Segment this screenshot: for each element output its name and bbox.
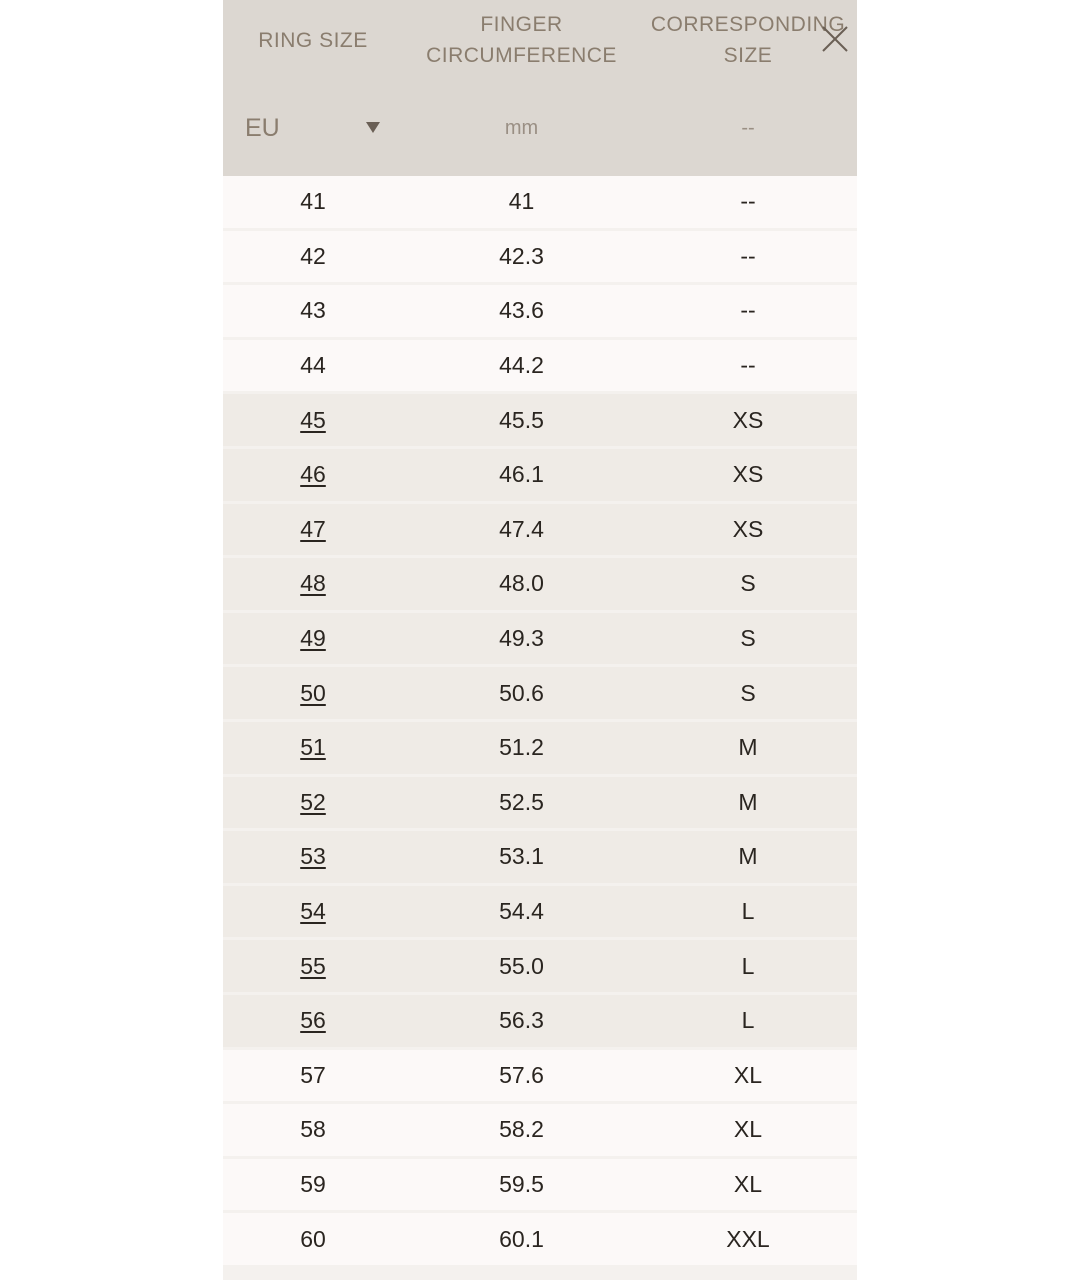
circumference-cell: 53.1 [499, 843, 544, 870]
corresponding-size-cell: XL [733, 1061, 763, 1088]
circumference-cell: 48.0 [499, 570, 544, 597]
ring-size-cell [223, 504, 403, 556]
ring-size-link[interactable]: 47 [300, 515, 326, 542]
circumference-cell: 51.2 [499, 734, 544, 761]
corresponding-size-cell: XS [732, 461, 764, 488]
column-header-ring-size: RING SIZE [258, 28, 368, 52]
circumference-cell: 54.4 [499, 898, 544, 925]
unit-system-select[interactable] [245, 100, 395, 156]
ring-size-link[interactable]: 56 [300, 1007, 326, 1034]
ring-size-cell [223, 722, 403, 774]
corresponding-size-cell: S [740, 570, 756, 597]
column-header-circumference: FINGER CIRCUMFERENCE [426, 13, 617, 67]
table-row[interactable] [223, 886, 857, 938]
corresponding-size-cell: L [741, 1007, 755, 1034]
corresponding-size-cell: S [740, 625, 756, 652]
circumference-cell: 60.1 [499, 1225, 544, 1252]
ring-size-cell [223, 1050, 403, 1102]
table-row [223, 231, 857, 283]
unit-label-circumference: mm [504, 116, 539, 139]
ring-size-value: 43 [300, 297, 326, 324]
ring-size-value: 60 [300, 1225, 326, 1252]
ring-size-link[interactable]: 49 [300, 625, 326, 652]
circumference-cell: 52.5 [499, 788, 544, 815]
corresponding-size-cell: -- [740, 297, 756, 324]
corresponding-size-cell: XS [732, 515, 764, 542]
table-row[interactable] [223, 667, 857, 719]
corresponding-size-cell: L [741, 898, 755, 925]
ring-size-link[interactable]: 45 [300, 406, 326, 433]
table-row[interactable] [223, 831, 857, 883]
circumference-cell: 59.5 [499, 1170, 544, 1197]
ring-size-link[interactable]: 50 [300, 679, 326, 706]
circumference-cell: 43.6 [499, 297, 544, 324]
corresponding-size-cell: XXL [726, 1225, 770, 1252]
ring-size-link[interactable]: 54 [300, 898, 326, 925]
circumference-cell: 49.3 [499, 625, 544, 652]
table-row [223, 1104, 857, 1156]
size-table-header [223, 0, 857, 176]
table-row [223, 285, 857, 337]
ring-size-link[interactable]: 53 [300, 843, 326, 870]
corresponding-size-cell: M [738, 843, 758, 870]
unit-row [223, 100, 857, 156]
table-row [223, 1213, 857, 1265]
ring-size-cell [223, 340, 403, 392]
corresponding-size-cell: M [738, 788, 758, 815]
ring-size-link[interactable]: 48 [300, 570, 326, 597]
table-row[interactable] [223, 777, 857, 829]
table-row [223, 176, 857, 228]
table-row[interactable] [223, 722, 857, 774]
ring-size-value: 58 [300, 1116, 326, 1143]
unit-label-corresponding: -- [741, 116, 755, 139]
ring-size-guide-panel [223, 0, 857, 1280]
close-icon [820, 24, 850, 54]
table-row [223, 340, 857, 392]
ring-size-value: 59 [300, 1170, 326, 1197]
circumference-cell: 58.2 [499, 1116, 544, 1143]
ring-size-cell [223, 995, 403, 1047]
table-row [223, 1050, 857, 1102]
ring-size-link[interactable]: 51 [300, 734, 326, 761]
ring-size-cell [223, 613, 403, 665]
circumference-cell: 50.6 [499, 679, 544, 706]
table-row[interactable] [223, 449, 857, 501]
ring-size-cell [223, 449, 403, 501]
unit-system-value: EU [245, 113, 280, 142]
corresponding-size-cell: -- [740, 352, 756, 379]
ring-size-cell [223, 558, 403, 610]
circumference-cell: 45.5 [499, 406, 544, 433]
ring-size-cell [223, 831, 403, 883]
table-row [223, 1159, 857, 1211]
ring-size-cell [223, 285, 403, 337]
ring-size-link[interactable]: 46 [300, 461, 326, 488]
ring-size-value: 42 [300, 242, 326, 269]
ring-size-cell [223, 176, 403, 228]
corresponding-size-cell: -- [740, 188, 756, 215]
circumference-cell: 47.4 [499, 515, 544, 542]
ring-size-cell [223, 1213, 403, 1265]
table-row[interactable] [223, 504, 857, 556]
ring-size-cell [223, 886, 403, 938]
circumference-cell: 41 [508, 188, 535, 215]
column-header-corresponding-size: CORRESPONDING SIZE [650, 13, 846, 67]
circumference-cell: 55.0 [499, 952, 544, 979]
circumference-cell: 44.2 [499, 352, 544, 379]
ring-size-cell [223, 231, 403, 283]
corresponding-size-cell: M [738, 734, 758, 761]
triangle-down-icon [366, 122, 380, 133]
ring-size-link[interactable]: 55 [300, 952, 326, 979]
ring-size-cell [223, 940, 403, 992]
circumference-cell: 56.3 [499, 1007, 544, 1034]
corresponding-size-cell: -- [740, 242, 756, 269]
circumference-cell: 46.1 [499, 461, 544, 488]
table-row[interactable] [223, 995, 857, 1047]
ring-size-cell [223, 1104, 403, 1156]
size-table-body [223, 176, 857, 1268]
circumference-cell: 42.3 [499, 242, 544, 269]
corresponding-size-cell: XL [733, 1170, 763, 1197]
table-row[interactable] [223, 394, 857, 446]
ring-size-cell [223, 1159, 403, 1211]
ring-size-cell [223, 777, 403, 829]
corresponding-size-cell: XS [732, 406, 764, 433]
ring-size-value: 41 [300, 188, 326, 215]
ring-size-cell [223, 394, 403, 446]
ring-size-value: 57 [300, 1061, 326, 1088]
corresponding-size-cell: XL [733, 1116, 763, 1143]
table-row[interactable] [223, 940, 857, 992]
ring-size-cell [223, 667, 403, 719]
ring-size-link[interactable]: 52 [300, 788, 326, 815]
close-button[interactable] [820, 24, 850, 54]
table-row[interactable] [223, 558, 857, 610]
corresponding-size-cell: L [741, 952, 755, 979]
circumference-cell: 57.6 [499, 1061, 544, 1088]
corresponding-size-cell: S [740, 679, 756, 706]
ring-size-value: 44 [300, 352, 326, 379]
table-row[interactable] [223, 613, 857, 665]
